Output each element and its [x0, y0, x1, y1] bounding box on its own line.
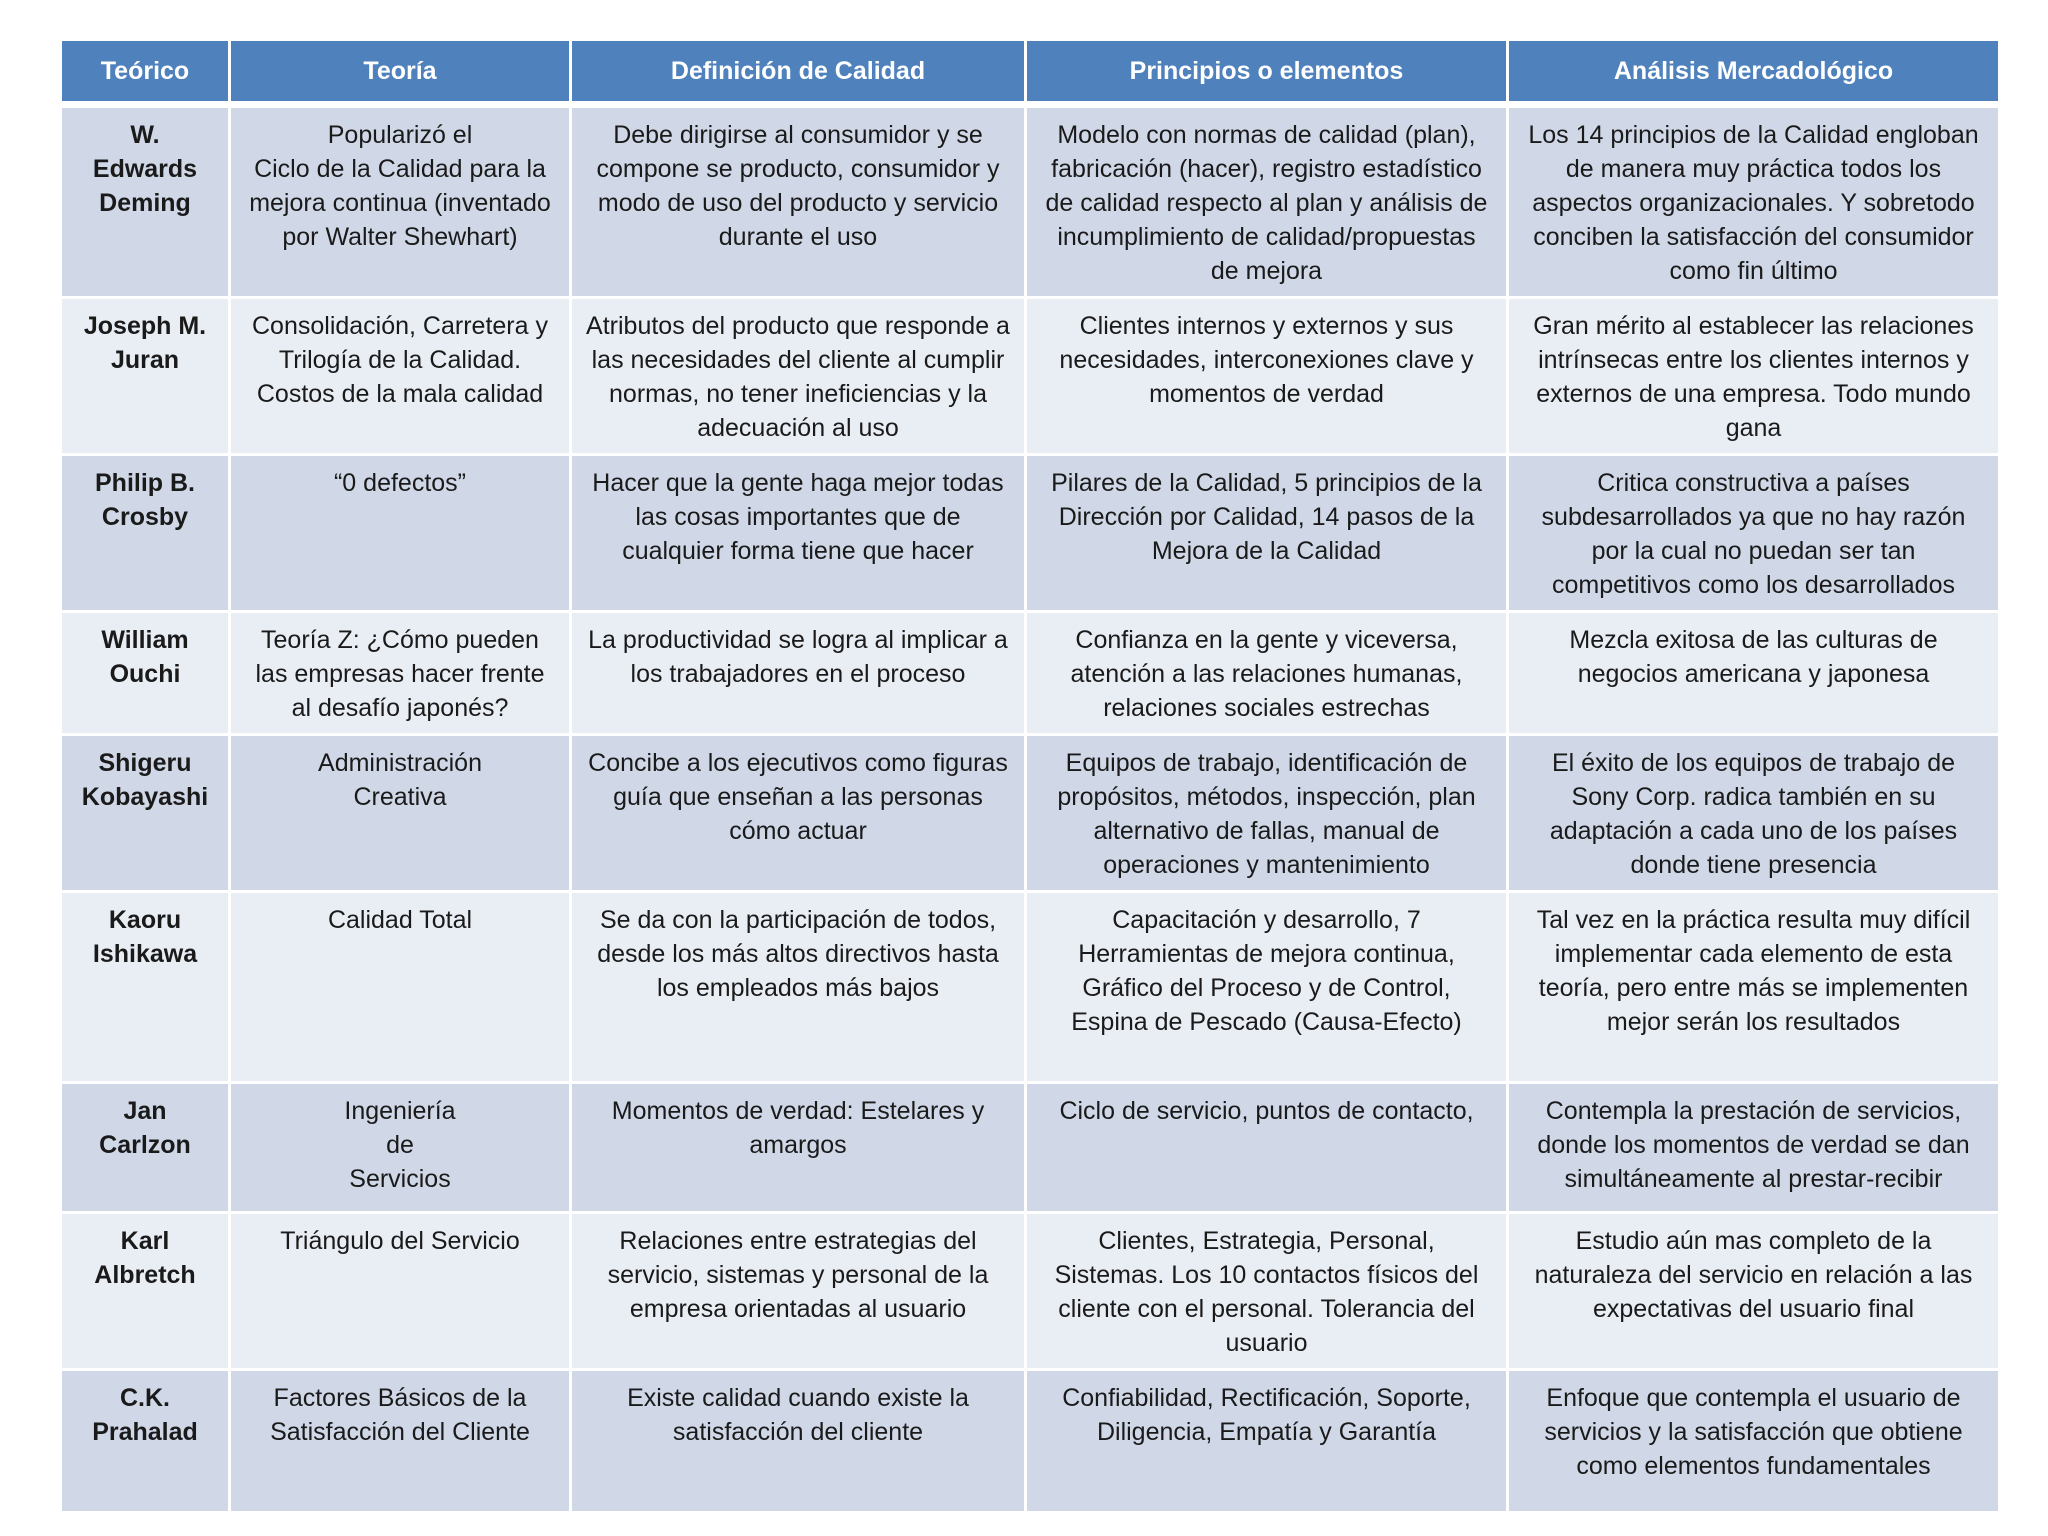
definition-cell: Relaciones entre estrategias del servicio, sistemas y personal de la empresa orientadas al usuario: [571, 1213, 1026, 1370]
theory-cell: Teoría Z: ¿Cómo pueden las empresas hacer frente al desafío japonés?: [230, 612, 571, 735]
table-row: [61, 455, 2000, 612]
theorist-cell: Jan Carlzon: [61, 1083, 230, 1213]
analysis-cell: Los 14 principios de la Calidad engloban de manera muy práctica todos los aspectos organizacionales. Y sobretodo conciben la satisfacción del consumidor como fin último: [1508, 105, 2000, 298]
table-row: [61, 735, 2000, 892]
table-row: [61, 1370, 2000, 1513]
theorist-cell: Shigeru Kobayashi: [61, 735, 230, 892]
principles-cell: Equipos de trabajo, identificación de propósitos, métodos, inspección, plan alternativo de fallas, manual de operaciones y mantenimiento: [1026, 735, 1508, 892]
theorists-table-container: [59, 38, 1998, 1514]
theory-cell: Factores Básicos de la Satisfacción del Cliente: [230, 1370, 571, 1513]
theorist-cell: C.K. Prahalad: [61, 1370, 230, 1513]
theory-cell: Popularizó el Ciclo de la Calidad para la mejora continua (inventado por Walter Shewhart): [230, 105, 571, 298]
theory-cell: Calidad Total: [230, 892, 571, 1083]
definition-cell: La productividad se logra al implicar a los trabajadores en el proceso: [571, 612, 1026, 735]
principles-cell: Ciclo de servicio, puntos de contacto,: [1026, 1083, 1508, 1213]
table-row: [61, 1213, 2000, 1370]
theory-cell: Triángulo del Servicio: [230, 1213, 571, 1370]
theory-cell: Consolidación, Carretera y Trilogía de la Calidad. Costos de la mala calidad: [230, 298, 571, 455]
theory-cell: Ingeniería de Servicios: [230, 1083, 571, 1213]
table-row: [61, 105, 2000, 298]
header-theorist: Teórico: [61, 40, 230, 105]
header-theory: Teoría: [230, 40, 571, 105]
definition-cell: Debe dirigirse al consumidor y se compone se producto, consumidor y modo de uso del producto y servicio durante el uso: [571, 105, 1026, 298]
principles-cell: Clientes internos y externos y sus necesidades, interconexiones clave y momentos de verdad: [1026, 298, 1508, 455]
theorist-cell: William Ouchi: [61, 612, 230, 735]
table-body: [61, 105, 2000, 1513]
principles-cell: Pilares de la Calidad, 5 principios de la Dirección por Calidad, 14 pasos de la Mejora de la Calidad: [1026, 455, 1508, 612]
definition-cell: Atributos del producto que responde a las necesidades del cliente al cumplir normas, no tener ineficiencias y la adecuación al uso: [571, 298, 1026, 455]
header-row: [61, 40, 2000, 105]
analysis-cell: Enfoque que contempla el usuario de servicios y la satisfacción que obtiene como elementos fundamentales: [1508, 1370, 2000, 1513]
principles-cell: Confianza en la gente y viceversa, atención a las relaciones humanas, relaciones sociales estrechas: [1026, 612, 1508, 735]
theory-cell: “0 defectos”: [230, 455, 571, 612]
header-principles: Principios o elementos: [1026, 40, 1508, 105]
theorist-cell: Philip B. Crosby: [61, 455, 230, 612]
definition-cell: Concibe a los ejecutivos como figuras guía que enseñan a las personas cómo actuar: [571, 735, 1026, 892]
theorist-cell: Joseph M. Juran: [61, 298, 230, 455]
header-market-analysis: Análisis Mercadológico: [1508, 40, 2000, 105]
principles-cell: Clientes, Estrategia, Personal, Sistemas. Los 10 contactos físicos del cliente con el personal. Tolerancia del usuario: [1026, 1213, 1508, 1370]
theorist-cell: W. Edwards Deming: [61, 105, 230, 298]
quality-theorists-table: [59, 38, 2001, 1514]
definition-cell: Momentos de verdad: Estelares y amargos: [571, 1083, 1026, 1213]
table-row: [61, 298, 2000, 455]
definition-cell: Existe calidad cuando existe la satisfacción del cliente: [571, 1370, 1026, 1513]
analysis-cell: Tal vez en la práctica resulta muy difícil implementar cada elemento de esta teoría, pero entre más se implementen mejor serán los resultados: [1508, 892, 2000, 1083]
principles-cell: Capacitación y desarrollo, 7 Herramientas de mejora continua, Gráfico del Proceso y de Control, Espina de Pescado (Causa-Efecto): [1026, 892, 1508, 1083]
analysis-cell: Critica constructiva a países subdesarrollados ya que no hay razón por la cual no puedan ser tan competitivos como los desarrollados: [1508, 455, 2000, 612]
table-row: [61, 892, 2000, 1083]
definition-cell: Hacer que la gente haga mejor todas las cosas importantes que de cualquier forma tiene que hacer: [571, 455, 1026, 612]
analysis-cell: Contempla la prestación de servicios, donde los momentos de verdad se dan simultáneamente al prestar-recibir: [1508, 1083, 2000, 1213]
theorist-cell: Kaoru Ishikawa: [61, 892, 230, 1083]
theory-cell: Administración Creativa: [230, 735, 571, 892]
table-header: [61, 40, 2000, 105]
analysis-cell: Gran mérito al establecer las relaciones intrínsecas entre los clientes internos y externos de una empresa. Todo mundo gana: [1508, 298, 2000, 455]
principles-cell: Confiabilidad, Rectificación, Soporte, Diligencia, Empatía y Garantía: [1026, 1370, 1508, 1513]
header-quality-definition: Definición de Calidad: [571, 40, 1026, 105]
principles-cell: Modelo con normas de calidad (plan), fabricación (hacer), registro estadístico de calidad respecto al plan y análisis de incumplimiento de calidad/propuestas de mejora: [1026, 105, 1508, 298]
table-row: [61, 612, 2000, 735]
table-row: [61, 1083, 2000, 1213]
analysis-cell: El éxito de los equipos de trabajo de Sony Corp. radica también en su adaptación a cada uno de los países donde tiene presencia: [1508, 735, 2000, 892]
theorist-cell: Karl Albretch: [61, 1213, 230, 1370]
analysis-cell: Mezcla exitosa de las culturas de negocios americana y japonesa: [1508, 612, 2000, 735]
definition-cell: Se da con la participación de todos, desde los más altos directivos hasta los empleados más bajos: [571, 892, 1026, 1083]
analysis-cell: Estudio aún mas completo de la naturaleza del servicio en relación a las expectativas del usuario final: [1508, 1213, 2000, 1370]
